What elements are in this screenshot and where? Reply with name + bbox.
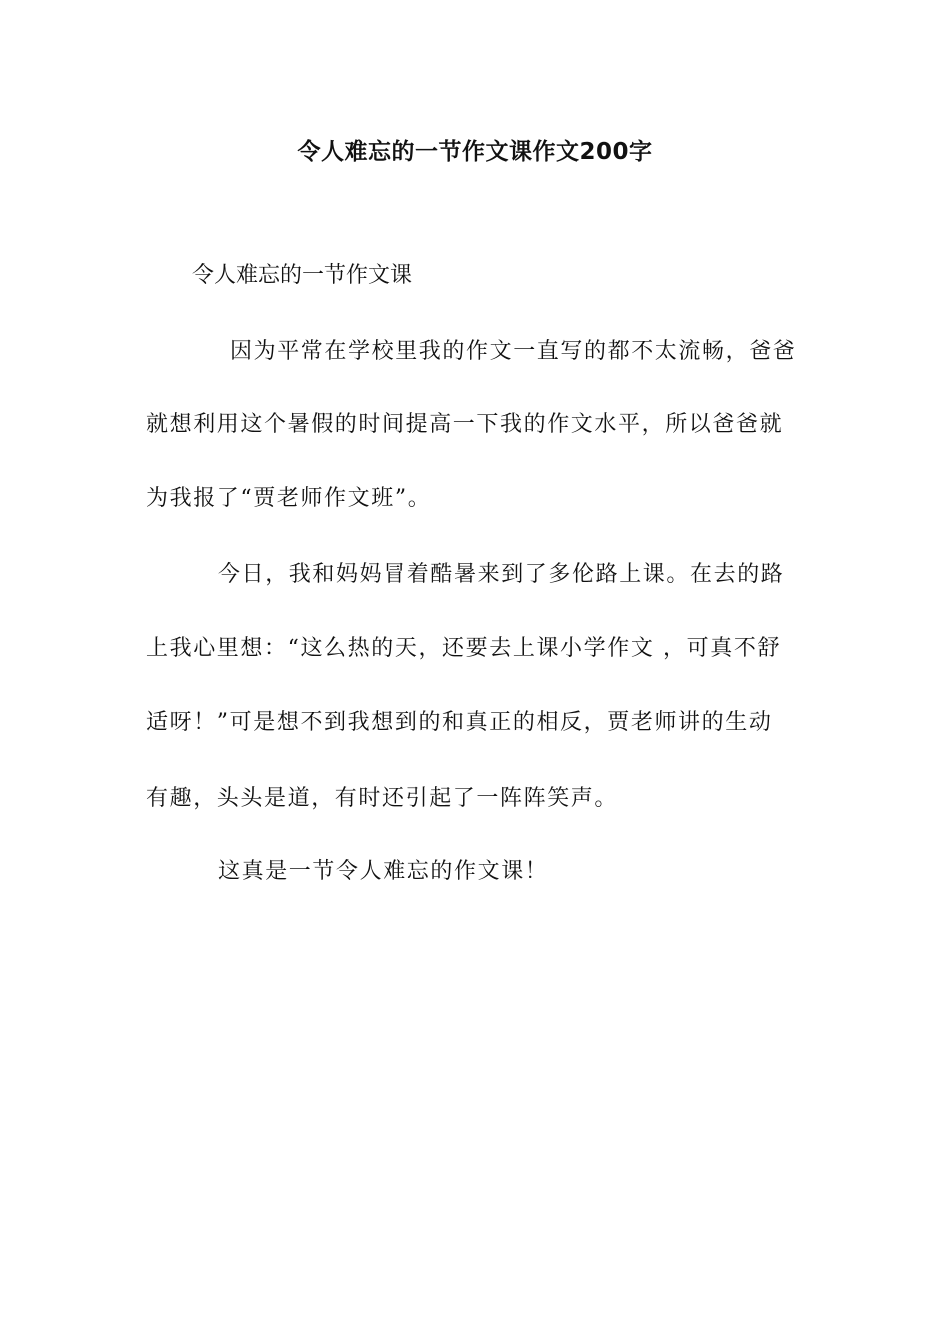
- paragraph-3-line-1: 这真是一节令人难忘的作文课！: [218, 859, 549, 884]
- paragraph-1-line-1: 因为平常在学校里我的作文一直写的都不太流畅，爸爸: [230, 339, 797, 364]
- paragraph-1-line-2: 就想利用这个暑假的时间提高一下我的作文水平，所以爸爸就: [146, 412, 784, 437]
- paragraph-2-line-2: 上我心里想：“这么热的天，还要去上课小学作文 ，可真不舒: [146, 636, 782, 661]
- paragraph-1-line-3: 为我报了“贾老师作文班”。: [146, 486, 432, 511]
- document-subtitle: 令人难忘的一节作文课: [192, 263, 413, 288]
- paragraph-2-line-3: 适呀！”可是想不到我想到的和真正的相反，贾老师讲的生动: [146, 710, 773, 735]
- document-title: 令人难忘的一节作文课作文200字: [297, 139, 653, 165]
- paragraph-2-line-4: 有趣，头头是道，有时还引起了一阵阵笑声。: [146, 786, 619, 811]
- paragraph-2-line-1: 今日，我和妈妈冒着酷暑来到了多伦路上课。在去的路: [218, 562, 785, 587]
